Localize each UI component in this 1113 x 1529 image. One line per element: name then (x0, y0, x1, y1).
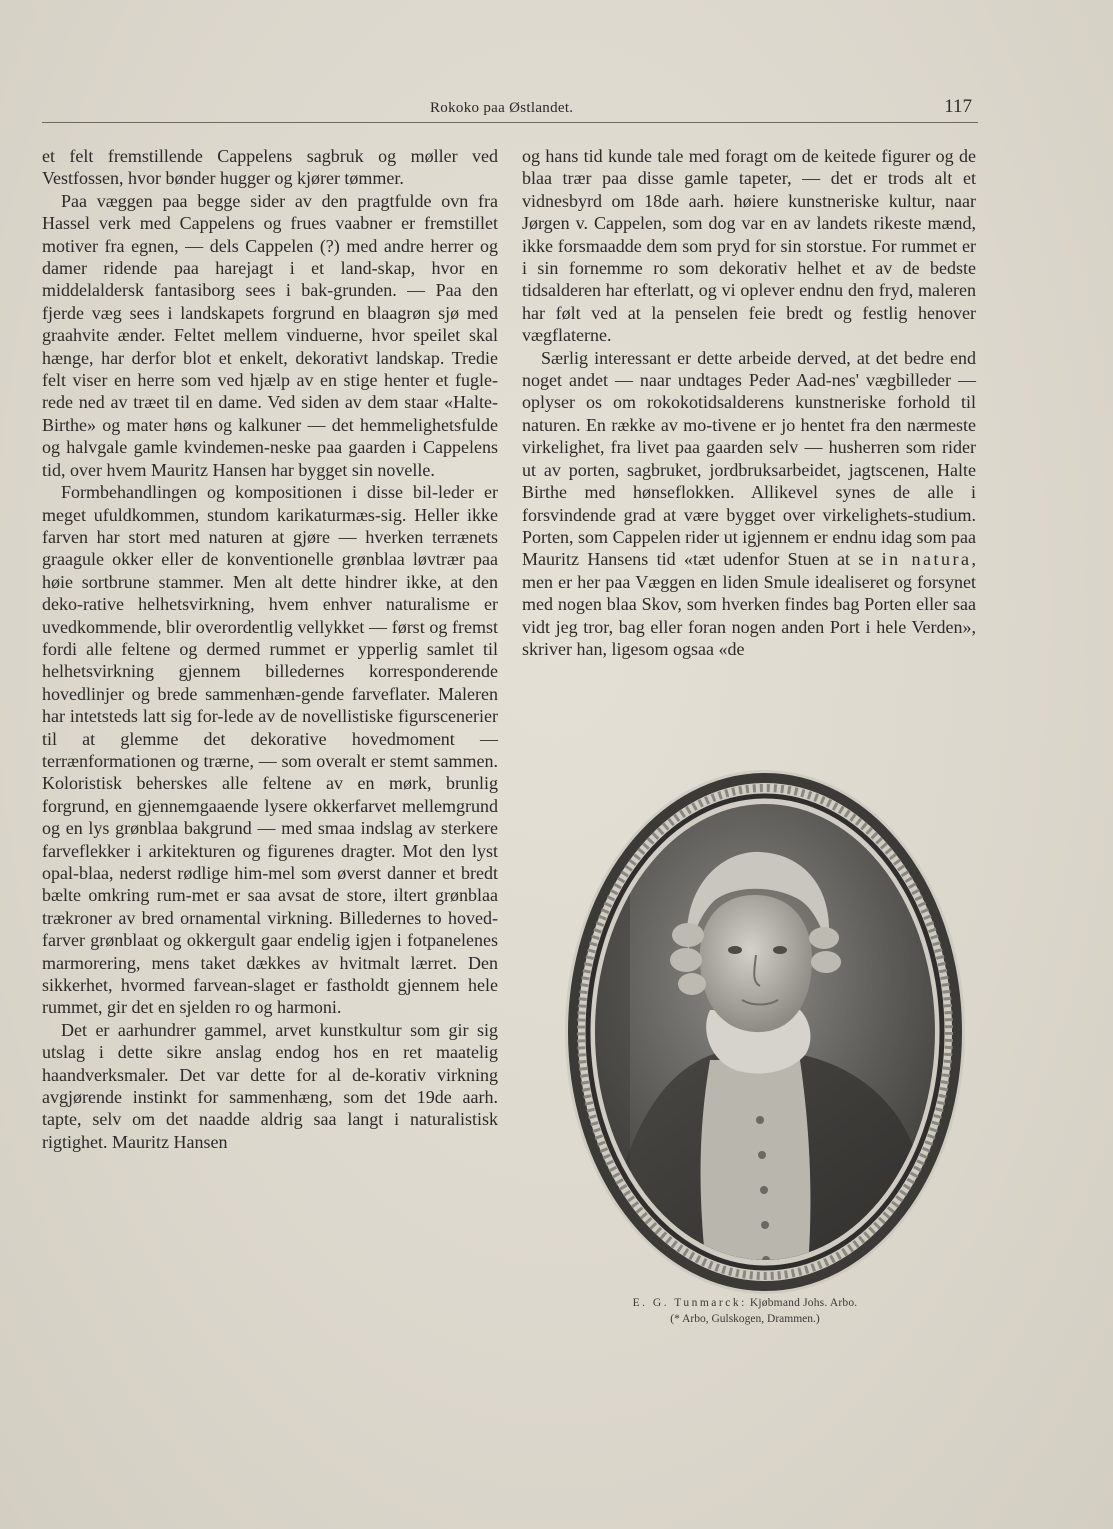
figure-caption-owner: (* Arbo, Gulskogen, Drammen.) (670, 1313, 820, 1325)
page-number: 117 (944, 96, 972, 117)
running-title: Rokoko paa Østlandet. (430, 100, 574, 116)
portrait-figure (560, 760, 980, 1300)
paragraph: et felt fremstillende Cappelens sagbruk og møller ved Vestfossen, hvor bønder hugger og kjører tømmer. (42, 146, 498, 189)
paragraph-text: Særlig interessant er dette arbeide derved, at det bedre end noget andet — naar undtages Peder Aad-nes' vægbilleder — oplyser os om rokokotidsalderens kunstneriske forhold til naturen. En række av mo-tivene er jo hentet fra den nærmeste virkelighet, fra livet paa gaarden selv — husherren som rider ut av porten, sagbruket, jordbruksarbeidet, jagtscenen, Halte Birthe med hønseflokken. Allikevel synes de alle i forsvindende grad at være bygget over virkelighets-studium. Porten, som Cappelen rider ut igjennem er endnu idag som paa Mauritz Hansens tid «tæt udenfor Stuen at se (522, 347, 976, 570)
caption-title: Kjøbmand Johs. Arbo. (749, 1297, 858, 1309)
page-header (42, 96, 978, 123)
left-column (42, 145, 498, 1153)
paragraph-text: , men er her paa Væggen en liden Smule idealiseret og forsynet med nogen blaa Skov, som hverken findes bag Porten eller saa vidt jeg tror, bag eller foran nogen anden Port i hele Verden», skriver han, ligesom ogsaa «de (522, 549, 976, 659)
caption-artist: E. G. Tunmarck: (632, 1297, 747, 1309)
paragraph: Formbehandlingen og kompositionen i disse bil-leder er meget ufuldkommen, stundom karikaturmæs-sig. Heller ikke farven har stort med naturen at gjøre — hverken terrænets graagule okker eller de konventionelle grønblaa løvtrær paa høie sortbrune stammer. Men alt dette hindrer ikke, at den deko-rative helhetsvirkning, hvem enhver naturalisme er uvedkommende, blir overordentlig vellykket — først og fremst fordi alle feltene og dermed rummet er ypperlig samlet til helhetsvirkning gjennem billedernes korresponderende hovedlinjer og brede sammenhæn-gende farveflater. Maleren har intetsteds latt sig for-lede av de novellistiske figurscenerier til at glemme det dekorative hovedmoment — terrænformationen og trærne, — som overalt er stemt sammen. Koloristisk beherskes alle feltene av en mørk, brunlig forgrund, en gjennemgaaende lysere okkerfarvet mellemgrund og en lys grønblaa bakgrund — med smaa indslag av sterkere farveflekker i arkitekturen og figurenes dragter. Mot den lyst opal-blaa, nederst rødlige him-mel som øverst danner et bredt bælte omkring rum-met er saa avsat de store, iltert grønblaa trækroner av bred ornamental virkning. Billedernes to hoved-farver grønblaat og okkergult gaar endelig igjen i fotpanelenes marmorering, mens taket dækkes av hvitmalt lærret. Den sikkerhet, hvormed farvean-slaget er fastholdt gjennem hele rummet, gir det en sjelden ro og harmoni. (42, 482, 498, 1018)
figure-caption (562, 1297, 928, 1309)
spaced-phrase: in natura (881, 549, 972, 570)
paragraph: Paa væggen paa begge sider av den pragtfulde ovn fra Hassel verk med Cappelens og frues vaabner er fremstillet motiver fra egnen, — dels Cappelen (?) med andre herrer og damer ridende paa harejagt i et land-skap, hvor en middelaldersk fantasiborg sees i bak-grunden. — Paa den fjerde væg sees i landskapets forgrund en blaagrøn sjø med graahvite ænder. Feltet mellem vinduerne, hvor speilet skal hænge, har derfor blot et enkelt, dekorativt landskap. Tredie felt viser en herre som ved hjælp av en stige henter et fugle-rede ned av træet til en dame. Ved siden av dem staar «Halte-Birthe» og mater høns og kalkuner — det hemmelighetsfulde og halvgale gamle kvindemen-neske paa gaarden i Cappelens tid, over hvem Mauritz Hansen har bygget sin novelle. (42, 190, 498, 480)
paragraph: Det er aarhundrer gammel, arvet kunstkultur som gir sig utslag i dette sikre anslag endog hos en ret maatelig haandverksmaler. Det var dette for al de-korativ virkning avgjørende instinkt for sammenhæng, som det 19de aarh. tapte, selv om det naadde aldrig saa langt i naturalistisk rigtighet. Mauritz Hansen (42, 1019, 498, 1152)
portrait-image (560, 760, 980, 1300)
paragraph (522, 347, 976, 661)
paragraph: og hans tid kunde tale med foragt om de keitede figurer og de blaa trær paa disse gamle tapeter, — det er trods alt et vidnesbyrd om 18de aarh. høiere kunstneriske kultur, naar Jørgen v. Cappelen, som dog var en av landets rikeste mænd, ikke forsmaadde dem som pryd for sin storstue. For rummet er i sin fornemme ro som dekorativ helhet et av de bedste tidsalderen har efterlatt, og vi oplever endnu den fryd, maleren har følt ved at la penselen feie bredt og festlig henover vægflaterne. (522, 146, 976, 346)
right-column (522, 145, 976, 660)
